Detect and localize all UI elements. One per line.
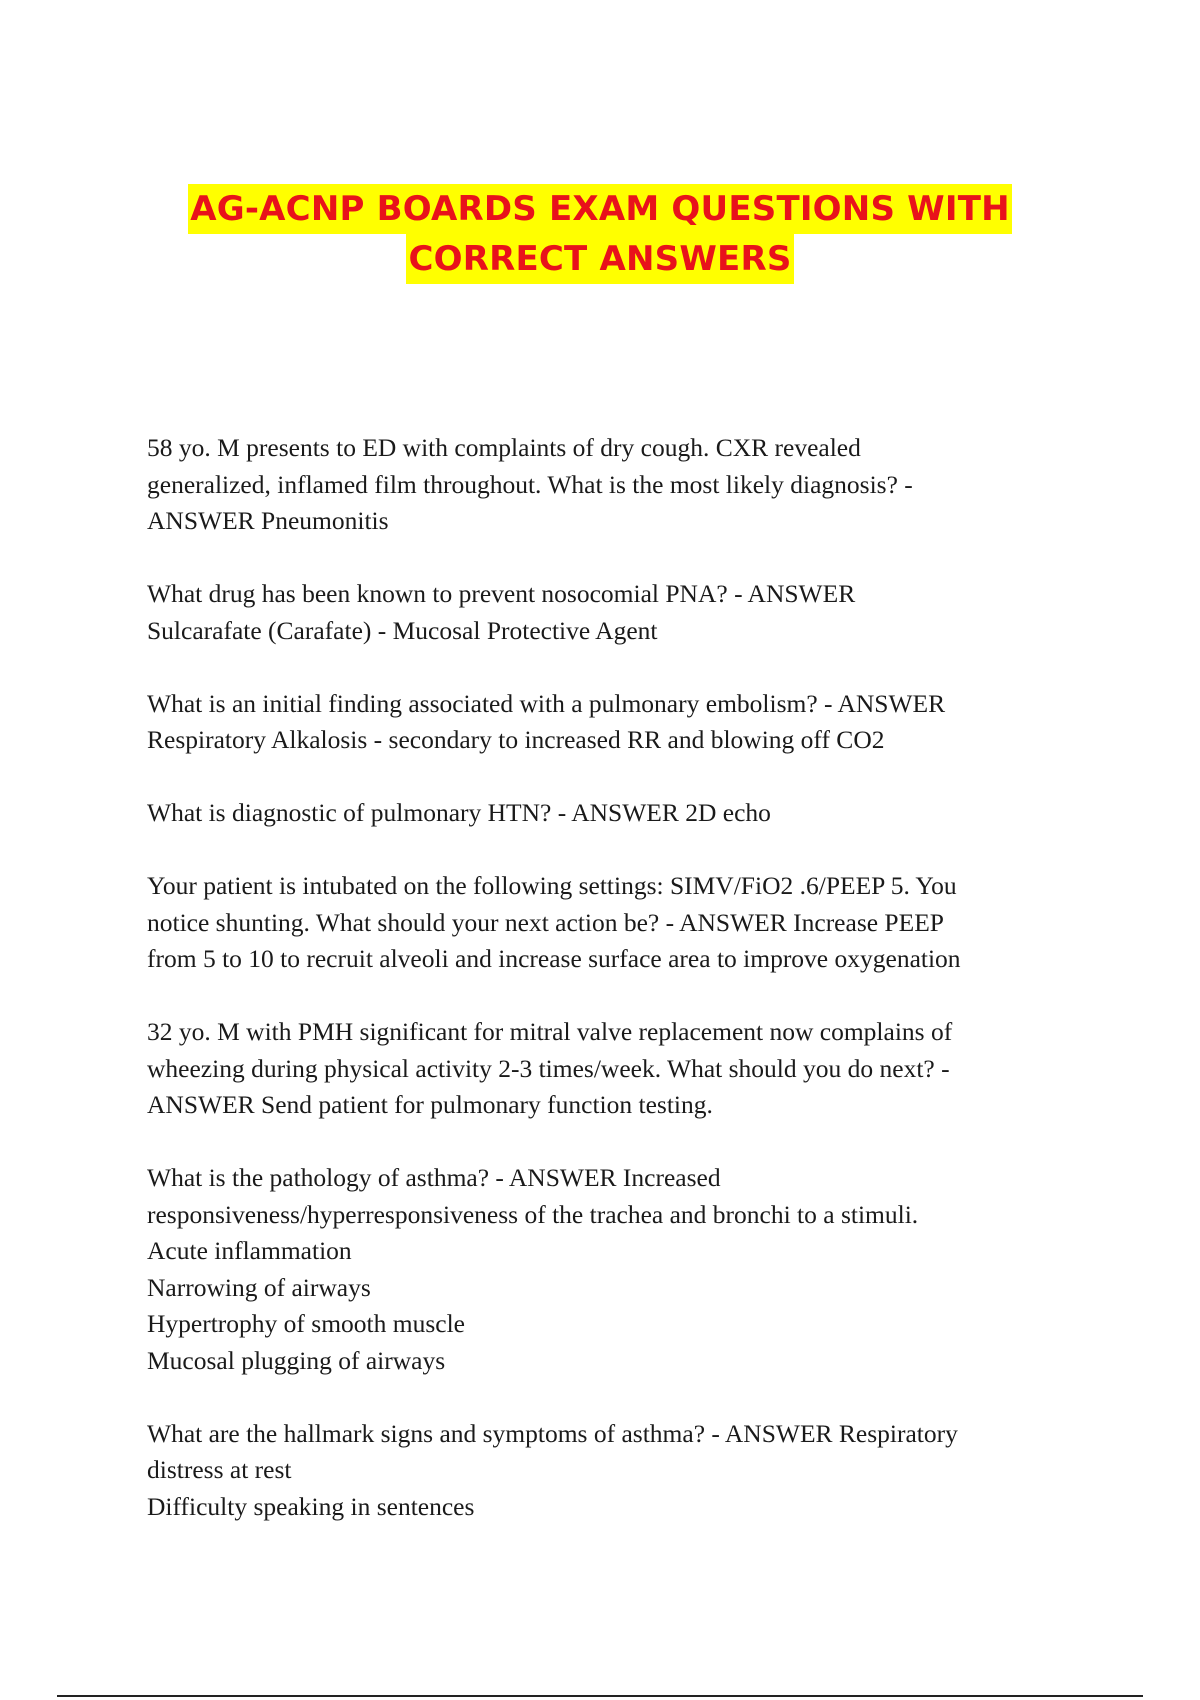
qa-line: from 5 to 10 to recruit alveoli and increase surface area to improve oxygenation <box>147 944 961 973</box>
footer-divider <box>57 1695 1143 1697</box>
qa-line: What is diagnostic of pulmonary HTN? - ANSWER 2D echo <box>147 798 771 827</box>
qa-line: Mucosal plugging of airways <box>147 1345 446 1375</box>
qa-line: What drug has been known to prevent nosocomial PNA? - ANSWER <box>147 579 856 608</box>
qa-line: distress at rest <box>147 1455 292 1484</box>
qa-line: 32 yo. M with PMH significant for mitral valve replacement now complains of <box>147 1017 953 1046</box>
qa-line: generalized, inflamed film throughout. What is the most likely diagnosis? - <box>147 469 913 499</box>
qa-block-7 <box>147 1160 1067 1379</box>
qa-block-4 <box>147 795 1067 832</box>
qa-line: What are the hallmark signs and symptoms of asthma? - ANSWER Respiratory <box>147 1418 958 1448</box>
qa-line: Difficulty speaking in sentences <box>147 1491 475 1521</box>
qa-line: Acute inflammation <box>147 1236 352 1265</box>
qa-block-6 <box>147 1014 1067 1124</box>
qa-line: ANSWER Send patient for pulmonary function testing. <box>147 1090 713 1119</box>
qa-line: What is an initial finding associated with a pulmonary embolism? - ANSWER <box>147 688 946 718</box>
qa-line: notice shunting. What should your next action be? - ANSWER Increase PEEP <box>147 907 944 937</box>
qa-line: Hypertrophy of smooth muscle <box>147 1309 465 1338</box>
qa-line: Your patient is intubated on the following settings: SIMV/FiO2 .6/PEEP 5. You <box>147 871 957 900</box>
qa-block-1 <box>147 430 1067 540</box>
title-line-1: AG-ACNP BOARDS EXAM QUESTIONS WITH <box>188 184 1012 234</box>
qa-line: wheezing during physical activity 2-3 times/week. What should you do next? - <box>147 1053 950 1083</box>
qa-line: Sulcarafate (Carafate) - Mucosal Protective Agent <box>147 615 658 645</box>
qa-line: Respiratory Alkalosis - secondary to increased RR and blowing off CO2 <box>147 725 885 754</box>
qa-line: responsiveness/hyperresponsiveness of the trachea and bronchi to a stimuli. <box>147 1199 919 1229</box>
qa-line: Narrowing of airways <box>147 1272 371 1302</box>
title-line-2: CORRECT ANSWERS <box>406 234 793 284</box>
qa-block-2 <box>147 576 1067 649</box>
qa-block-5 <box>147 868 1067 978</box>
qa-line: What is the pathology of asthma? - ANSWER Increased <box>147 1163 721 1192</box>
qa-block-3 <box>147 686 1067 759</box>
qa-line: ANSWER Pneumonitis <box>147 506 389 535</box>
qa-content <box>147 430 1067 1562</box>
qa-block-8 <box>147 1416 1067 1526</box>
document-title <box>0 184 1200 284</box>
qa-line: 58 yo. M presents to ED with complaints of dry cough. CXR revealed <box>147 433 861 462</box>
